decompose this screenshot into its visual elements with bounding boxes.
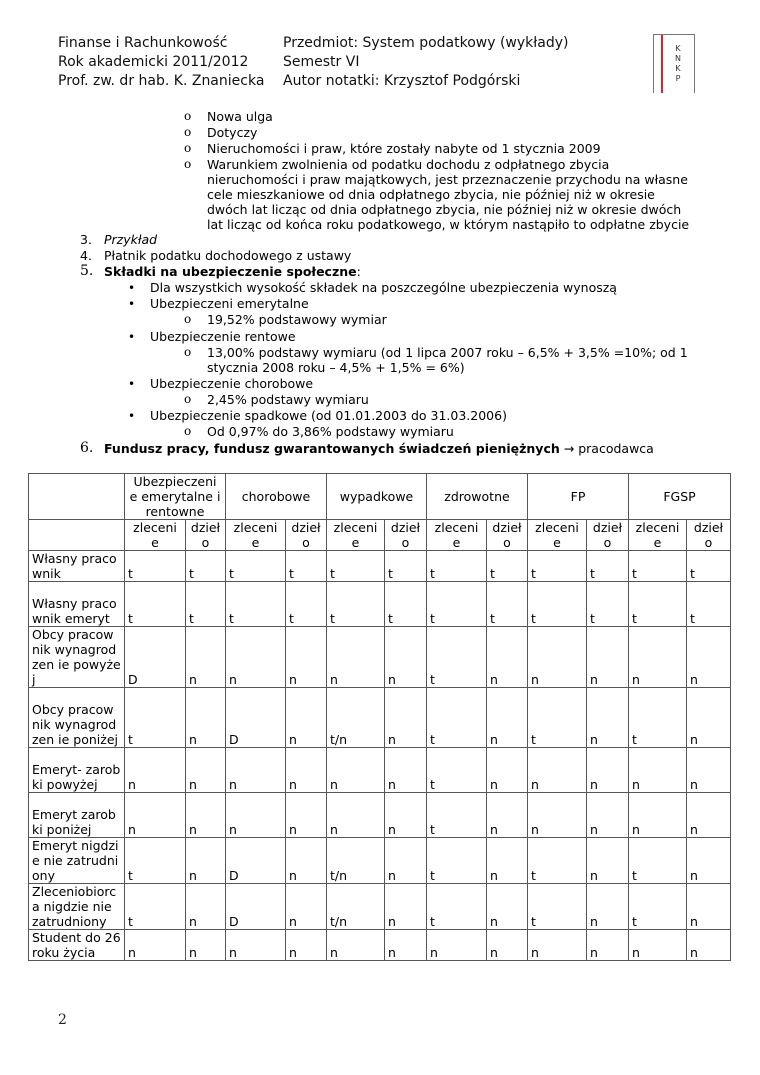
table-cell: n [587,793,629,838]
table-row [29,838,731,884]
table-cell: t [286,551,327,582]
table-cell: t [629,884,687,930]
table-cell: t [427,884,487,930]
table-cell: t [186,551,226,582]
document-header [58,34,568,91]
table-cell: n [286,627,327,688]
row-label: Emeryt- zarobki powyżej [29,748,125,793]
table-cell: n [226,627,286,688]
table-cell: n [385,793,427,838]
table-cell: n [687,930,731,961]
table-group-header-row [29,474,731,520]
sub-bullet-icon: o [184,125,192,139]
table-cell: n [186,627,226,688]
sub-header-zlecenie: zleceni e [427,520,487,551]
table-cell: t [528,884,587,930]
sub-bullet-icon: o [184,109,192,123]
bullet-icon: • [128,409,136,423]
table-cell: t [125,551,186,582]
table-row [29,930,731,961]
table-cell: n [487,688,528,748]
table-cell: n [186,793,226,838]
table-cell: t [629,688,687,748]
item-number: 4. [80,248,92,263]
table-cell: t [427,627,487,688]
list-item: Nowa ulga [207,109,273,124]
table-cell: t [286,582,327,627]
table-cell: n [687,884,731,930]
table-cell: t [587,551,629,582]
table-cell: t [487,551,528,582]
sub-header-dzielo: dzieł o [587,520,629,551]
table-cell: n [587,627,629,688]
group-header-fp: FP [528,474,629,520]
list-item: 13,00% podstawy wymiaru (od 1 lipca 2007 roku – 6,5% + 3,5% =10%; od 1 [207,345,688,360]
table-cell: n [385,748,427,793]
row-label: Własny pracownik emeryt [29,582,125,627]
item-number: 3. [80,232,92,247]
table-cell: t [327,551,385,582]
knkp-logo [653,34,695,93]
table-cell: n [286,838,327,884]
item-number: 5. [80,263,94,279]
row-label: Obcy pracownik wynagrodzen ie powyżej [29,627,125,688]
list-item: Ubezpieczenie spadkowe (od 01.01.2003 do 31.03.2006) [150,408,507,423]
table-cell: n [226,930,286,961]
table-cell: n [286,688,327,748]
table-cell: n [327,930,385,961]
table-cell: n [587,748,629,793]
table-cell: t [226,551,286,582]
table-cell: n [687,748,731,793]
item-number: 6. [80,440,94,456]
group-header-health: zdrowotne [427,474,528,520]
table-cell: t [385,551,427,582]
table-cell: n [687,627,731,688]
header-course: Finanse i Rachunkowość [58,35,228,51]
table-cell: t [629,582,687,627]
table-cell: n [487,884,528,930]
table-cell: n [226,748,286,793]
table-cell: n [587,930,629,961]
table-cell: t [186,582,226,627]
table-cell: n [186,884,226,930]
table-cell: t [226,582,286,627]
list-item: 19,52% podstawowy wymiar [207,312,387,327]
sub-header-dzielo: dzieł o [385,520,427,551]
list-item: Od 0,97% do 3,86% podstawy wymiaru [207,424,454,439]
list-item-continued: dwóch lat licząc od dnia odpłatnego zbycia, nie później niż w okresie dwóch [207,202,682,217]
table-cell: n [186,838,226,884]
table-cell: n [385,930,427,961]
table-cell: n [186,688,226,748]
table-cell: t [687,582,731,627]
table-cell: n [327,627,385,688]
table-cell: n [286,884,327,930]
bullet-icon: • [128,377,136,391]
list-item: Ubezpieczenie chorobowe [150,376,314,391]
list-item: Dla wszystkich wysokość składek na poszczególne ubezpieczenia wynoszą [150,280,617,295]
table-cell: t [629,838,687,884]
table-cell: n [528,793,587,838]
table-cell: n [286,748,327,793]
list-item: Ubezpieczeni emerytalne [150,296,309,311]
sub-header-zlecenie: zleceni e [226,520,286,551]
table-cell: n [587,838,629,884]
table-cell: n [327,748,385,793]
table-cell: n [687,838,731,884]
table-cell: n [226,793,286,838]
list-item-continued: nieruchomości i praw majątkowych, jest przeznaczenie przychodu na własne [207,172,688,187]
table-cell: t [427,838,487,884]
table-cell: n [286,930,327,961]
group-header-pension: Ubezpieczeni e emerytalne i rentowne [125,474,226,520]
table-cell: t [427,551,487,582]
table-cell: t [125,884,186,930]
table-cell: t [427,748,487,793]
table-cell: t [125,838,186,884]
list-item: Dotyczy [207,125,258,140]
sub-header-zlecenie: zleceni e [528,520,587,551]
group-header-sickness: chorobowe [226,474,327,520]
table-cell: t/n [327,838,385,884]
table-cell: t [487,582,528,627]
table-cell: t [528,688,587,748]
row-label: Emeryt nigdzie nie zatrudniony [29,838,125,884]
group-header-accident: wypadkowe [327,474,427,520]
table-cell: t [629,551,687,582]
header-author: Autor notatki: Krzysztof Podgórski [283,73,521,89]
row-label: Własny pracownik [29,551,125,582]
item-payer: Płatnik podatku dochodowego z ustawy [104,248,352,263]
table-cell: n [487,627,528,688]
table-cell: n [427,930,487,961]
table-cell: n [687,688,731,748]
table-cell: n [687,793,731,838]
table-cell: t [427,793,487,838]
row-label: Obcy pracownik wynagrodzen ie poniżej [29,688,125,748]
table-row [29,551,731,582]
sub-bullet-icon: o [184,345,192,359]
table-cell: n [286,793,327,838]
header-subject: Przedmiot: System podatkowy (wykłady) [283,35,569,51]
table-cell: t [125,582,186,627]
table-cell: n [528,627,587,688]
sub-header-dzielo: dzieł o [286,520,327,551]
logo-letters: K N K P [675,44,681,83]
table-cell: n [528,930,587,961]
table-cell: t [385,582,427,627]
header-semester: Semestr VI [283,54,360,70]
table-corner-cell [29,474,125,520]
table-cell: D [125,627,186,688]
page-number: 2 [58,1012,67,1028]
table-cell: t [427,688,487,748]
sub-bullet-icon: o [184,392,192,406]
table-row [29,748,731,793]
table-row [29,627,731,688]
table-cell: t [587,582,629,627]
table-cell: t [327,582,385,627]
table-cell: n [587,688,629,748]
table-cell: t [528,838,587,884]
sub-header-dzielo: dzieł o [487,520,528,551]
table-cell: n [385,627,427,688]
bullet-icon: • [128,281,136,295]
logo-red-bar [661,35,663,93]
list-item: Ubezpieczenie rentowe [150,329,296,344]
table-cell: t [528,582,587,627]
sub-header-dzielo: dzieł o [186,520,226,551]
table-cell: n [125,793,186,838]
table-cell: n [629,748,687,793]
header-professor: Prof. zw. dr hab. K. Znaniecka [58,73,265,89]
table-cell: n [487,793,528,838]
arrow-right-icon: → [563,441,575,456]
table-row [29,688,731,748]
list-item-continued: stycznia 2008 roku – 4,5% + 1,5% = 6%) [207,360,465,375]
table-cell: n [528,748,587,793]
table-row [29,582,731,627]
table-cell: n [385,884,427,930]
table-cell: t [687,551,731,582]
table-cell: n [487,748,528,793]
table-cell: n [629,627,687,688]
bullet-icon: • [128,297,136,311]
table-cell: D [226,838,286,884]
table-cell: n [125,748,186,793]
table-cell: n [487,930,528,961]
contributions-table [28,473,731,961]
table-cell: n [487,838,528,884]
list-item: Warunkiem zwolnienia od podatku dochodu z odpłatnego zbycia [207,157,610,172]
list-item-continued: lat licząc od końca roku podatkowego, w którym nastąpiło to odpłatne zbycie [207,217,690,232]
list-item: 2,45% podstawy wymiaru [207,392,369,407]
table-cell: n [327,793,385,838]
table-cell: t [125,688,186,748]
sub-bullet-icon: o [184,424,192,438]
sub-bullet-icon: o [184,312,192,326]
table-cell: n [125,930,186,961]
table-cell: t/n [327,688,385,748]
table-cell: D [226,884,286,930]
item-social-insurance: Składki na ubezpieczenie społeczne: [104,264,361,279]
sub-header-zlecenie: zleceni e [327,520,385,551]
table-cell: D [226,688,286,748]
table-cell: t [528,551,587,582]
sub-bullet-icon: o [184,157,192,171]
sub-header-dzielo: dzieł o [687,520,731,551]
table-cell: t [427,582,487,627]
sub-header-zlecenie: zleceni e [629,520,687,551]
item-example: Przykład [104,232,158,247]
table-row [29,884,731,930]
header-year: Rok akademicki 2011/2012 [58,54,249,70]
table-cell: n [587,884,629,930]
list-item-continued: cele mieszkaniowe od dnia odpłatnego zbycia, nie później niż w okresie [207,187,655,202]
row-label: Zleceniobiorc a nigdzie nie zatrudniony [29,884,125,930]
table-cell: n [629,930,687,961]
row-label: Student do 26 roku życia [29,930,125,961]
table-sub-header-row [29,520,731,551]
table-corner-cell [29,520,125,551]
bullet-icon: • [128,330,136,344]
table-cell: t/n [327,884,385,930]
group-header-fgsp: FGSP [629,474,731,520]
sub-bullet-icon: o [184,141,192,155]
table-cell: n [385,838,427,884]
table-cell: n [186,748,226,793]
table-cell: n [629,793,687,838]
item-funds: Fundusz pracy, fundusz gwarantowanych świadczeń pieniężnych → pracodawca [104,441,654,456]
table-cell: n [186,930,226,961]
list-item: Nieruchomości i praw, które zostały nabyte od 1 stycznia 2009 [207,141,601,156]
row-label: Emeryt zarobki poniżej [29,793,125,838]
table-cell: n [385,688,427,748]
table-row [29,793,731,838]
sub-header-zlecenie: zleceni e [125,520,186,551]
